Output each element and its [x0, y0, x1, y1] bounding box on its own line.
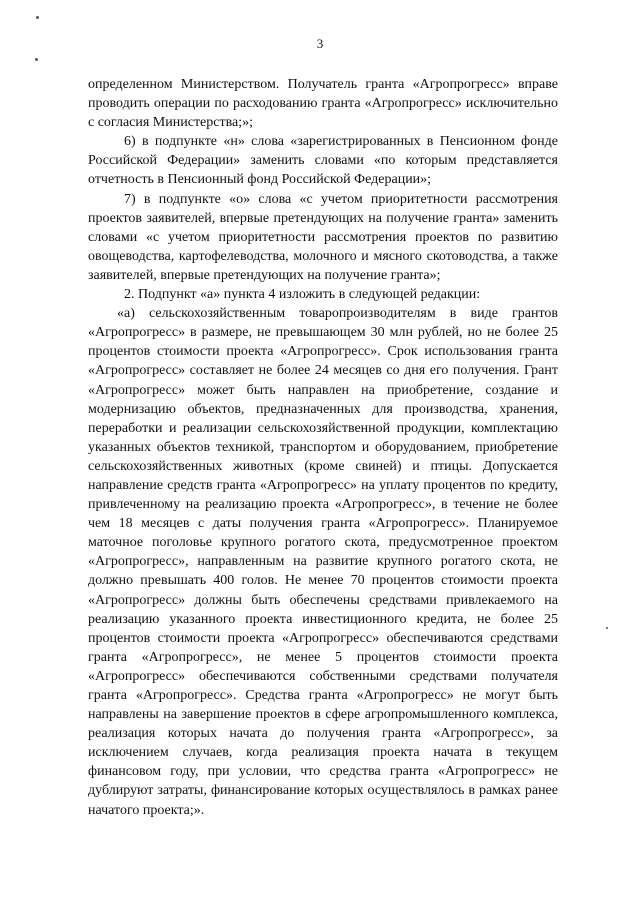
scan-speck	[36, 16, 39, 19]
paragraph-item-7: 7) в подпункте «о» слова «с учетом приоритетности рассмотрения проектов заявителей, впервые претендующих на получение гранта» заменить словами «с учетом приоритетности рассмотрения проектов по развитию овощеводства, картофелеводства, молочного и мясного скотоводства, а также заявителей, впервые претендующих на получение гранта»;	[88, 191, 558, 283]
scan-speck	[35, 58, 38, 61]
document-body	[88, 75, 558, 820]
paragraph-item-2: 2. Подпункт «а» пункта 4 изложить в следующей редакции:	[124, 287, 481, 303]
scan-speck	[606, 627, 608, 629]
page-number: 3	[316, 36, 324, 51]
paragraph-subitem-a: «а) сельскохозяйственным товаропроизводителям в виде грантов «Агропрогресс» в размере, не превышающем 30 млн рублей, но не более 25 процентов стоимости проекта «Агропрогресс». Срок использования гранта «Агропрогресс» составляет не более 24 месяцев со дня его получения. Грант «Агропрогресс» может быть направлен на приобретение, создание и модернизацию объектов, предназначенных для производства, хранения, переработки и реализации сельскохозяйственной продукции, комплектацию указанных объектов техникой, транспортом и оборудованием, приобретение сельскохозяйственных животных (кроме свиней) и птицы. Допускается направление средств гранта «Агропрогресс» на уплату процентов по кредиту, привлеченному на реализацию проекта «Агропрогресс», в течение не более чем 18 месяцев с даты получения гранта «Агропрогресс». Планируемое маточное поголовье крупного рогатого скота, предусмотренное проектом «Агропрогресс», направленным на развитие крупного рогатого скота, не должно превышать 400 голов. Не менее 70 процентов стоимости проекта «Агропрогресс» должны быть обеспечены средствами привлекаемого на реализацию указанного проекта инвестиционного кредита, не более 25 процентов стоимости проекта «Агропрогресс» обеспечиваются средствами гранта «Агропрогресс», не менее 5 процентов стоимости проекта «Агропрогресс» обеспечиваются собственными средствами получателя гранта «Агропрогресс». Средства гранта «Агропрогресс» не могут быть направлены на завершение проектов в сфере агропромышленного комплекса, реализация которых начата до получения гранта «Агропрогресс», за исключением случаев, когда реализация проекта начата в текущем финансовом году, при условии, что средства гранта «Агропрогресс» не дублируют затраты, финансирование которых осуществлялось в рамках ранее начатого проекта;».	[88, 306, 558, 818]
paragraph-item-6: 6) в подпункте «н» слова «зарегистрированных в Пенсионном фонде Российской Федерации» заменить словами «по которым представляется отчетность в Пенсионный фонд Российской Федерации»;	[88, 134, 558, 188]
paragraph-continuation: определенном Министерством. Получатель гранта «Агропрогресс» вправе проводить операции по расходованию гранта «Агропрогресс» исключительно с согласия Министерства;»;	[88, 77, 558, 131]
